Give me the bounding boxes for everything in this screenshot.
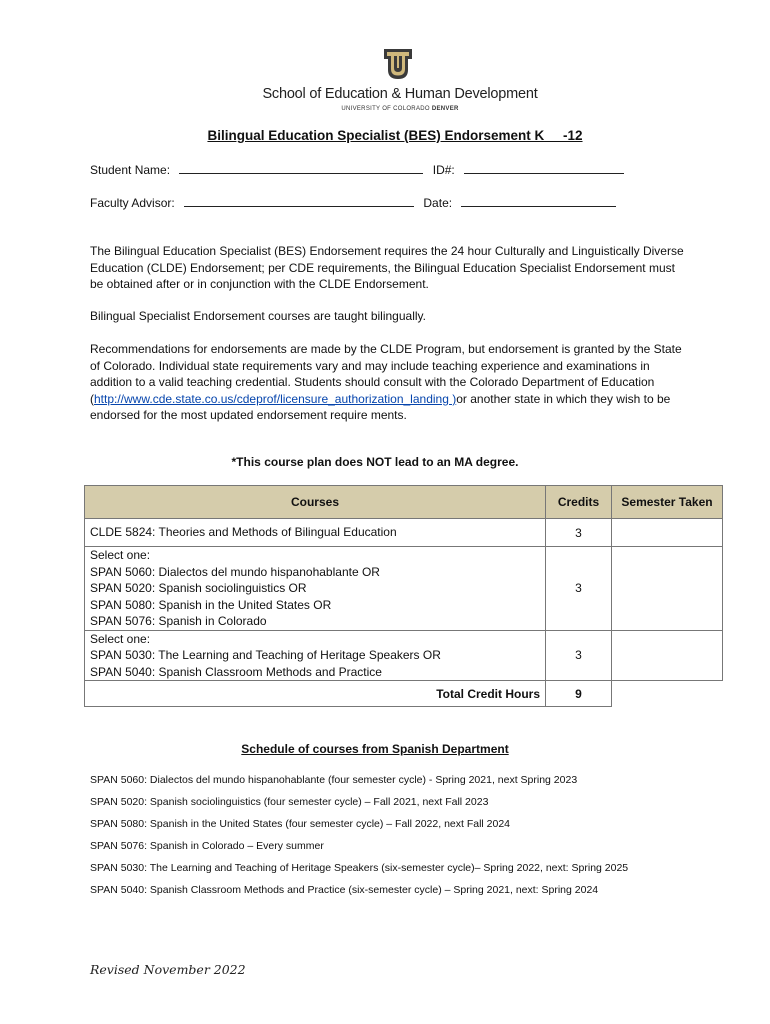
cu-logo-icon	[380, 46, 416, 82]
student-name-field[interactable]	[179, 162, 423, 174]
revised-date: Revised November 2022	[90, 962, 246, 977]
paragraph-clde-requirement: The Bilingual Education Specialist (BES) Endorsement requires the 24 hour Culturally and Linguistically Diverse Education (CLDE) Endorsement; per CDE requirements, the Bilingual Education Specialist Endorsement must be obtained after or in conjunction with the CLDE Endorsement.	[90, 244, 684, 291]
student-name-row	[90, 162, 624, 177]
id-label: ID#:	[432, 163, 455, 177]
courses-header: Courses	[85, 486, 546, 519]
student-name-label: Student Name:	[90, 163, 171, 177]
credits-header: Credits	[546, 486, 612, 519]
table-row	[85, 547, 723, 631]
course-cell: Select one: SPAN 5030: The Learning and Teaching of Heritage Speakers OR SPAN 5040: Spanish Classroom Methods and Practice	[85, 630, 546, 681]
date-field[interactable]	[461, 195, 616, 207]
table-header-row	[85, 486, 723, 519]
schedule-item: SPAN 5060: Dialectos del mundo hispanohablante (four semester cycle) - Spring 2021, next Spring 2023	[90, 774, 578, 786]
schedule-item: SPAN 5040: Spanish Classroom Methods and Practice (six-semester cycle) – Spring 2021, next: Spring 2024	[90, 884, 599, 896]
schedule-item: SPAN 5030: The Learning and Teaching of Heritage Speakers (six-semester cycle)– Spring 2022, next: Spring 2025	[90, 862, 629, 874]
table-row	[85, 519, 723, 547]
total-row	[85, 681, 723, 707]
credits-cell: 3	[546, 519, 612, 547]
schedule-title: Schedule of courses from Spanish Department	[241, 742, 509, 756]
empty-cell	[612, 681, 723, 707]
date-label: Date:	[423, 196, 453, 210]
semester-cell[interactable]	[612, 519, 723, 547]
credits-cell: 3	[546, 547, 612, 631]
course-cell: CLDE 5824: Theories and Methods of Bilingual Education	[85, 519, 546, 547]
total-credit-value: 9	[546, 681, 612, 707]
course-table	[84, 485, 723, 707]
page-title: Bilingual Education Specialist (BES) Endorsement K -12	[207, 128, 583, 143]
semester-cell[interactable]	[612, 547, 723, 631]
ma-degree-note: *This course plan does NOT lead to an MA degree.	[231, 455, 519, 469]
course-cell: Select one: SPAN 5060: Dialectos del mundo hispanohablante OR SPAN 5020: Spanish sociolinguistics OR SPAN 5080: Spanish in the United States OR SPAN 5076: Spanish in Colorado	[85, 547, 546, 631]
schedule-item: SPAN 5076: Spanish in Colorado – Every summer	[90, 840, 324, 852]
paragraph-bilingual-courses: Bilingual Specialist Endorsement courses are taught bilingually.	[90, 309, 426, 323]
semester-cell[interactable]	[612, 630, 723, 681]
id-field[interactable]	[464, 162, 624, 174]
total-credit-label: Total Credit Hours	[85, 681, 546, 707]
table-row	[85, 630, 723, 681]
advisor-row	[90, 195, 616, 210]
credits-cell: 3	[546, 630, 612, 681]
faculty-advisor-label: Faculty Advisor:	[90, 196, 175, 210]
university-name: UNIVERSITY OF COLORADO DENVER	[341, 106, 459, 112]
schedule-item: SPAN 5020: Spanish sociolinguistics (four semester cycle) – Fall 2021, next Fall 2023	[90, 796, 489, 808]
cde-link[interactable]: http://www.cde.state.co.us/cdeprof/licensure_authorization_landing )	[94, 391, 457, 406]
paragraph-recommendations: Recommendations for endorsements are made by the CLDE Program, but endorsement is granted by the State of Colorado. Individual state requirements vary and may include teaching experience and examinations in addition to a valid teaching credential. Students should consult with the Colorado Department of Education (http://www.cde.state.co.us/cdeprof/licensure_authorization_landing )or another state in which they wish to be endorsed for the most updated endorsement require ments.	[90, 342, 682, 422]
semester-header: Semester Taken	[612, 486, 723, 519]
faculty-advisor-field[interactable]	[184, 195, 414, 207]
school-name: School of Education & Human Development	[262, 86, 538, 102]
schedule-item: SPAN 5080: Spanish in the United States (four semester cycle) – Fall 2022, next Fall 2024	[90, 818, 511, 830]
